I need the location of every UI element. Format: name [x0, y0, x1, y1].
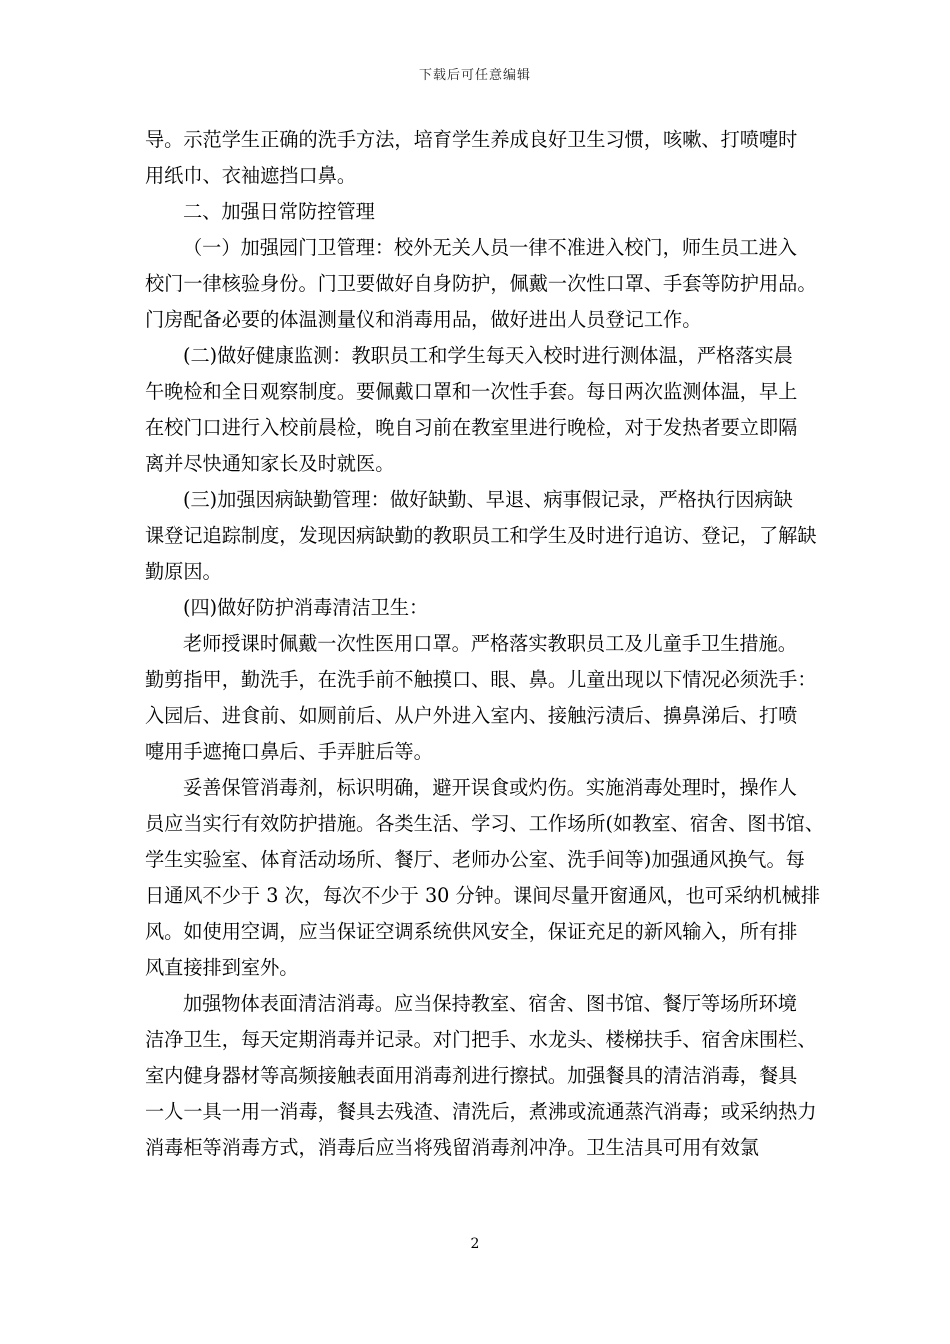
- text-line: (四)做好防护消毒清洁卫生：: [183, 596, 429, 619]
- text-line: 员应当实行有效防护措施。各类生活、学习、工作场所(如教室、宿舍、图书馆、: [145, 812, 825, 835]
- text-line: 风直接排到室外。: [145, 956, 299, 979]
- text-line: 校门一律核验身份。门卫要做好自身防护，佩戴一次性口罩、手套等防护用品。: [145, 272, 817, 295]
- text-line: 在校门口进行入校前晨检，晚自习前在教室里进行晚检，对于发热者要立即隔: [145, 416, 798, 439]
- paragraph: [145, 770, 825, 986]
- text-line: (二)做好健康监测：教职员工和学生每天入校时进行测体温，严格落实晨: [183, 344, 793, 367]
- text-line: 嚏用手遮掩口鼻后、手弄脏后等。: [145, 740, 433, 763]
- text-line: 门房配备必要的体温测量仪和消毒用品，做好进出人员登记工作。: [145, 308, 702, 331]
- paragraph: [145, 230, 817, 338]
- text-line: 课登记追踪制度，发现因病缺勤的教职员工和学生及时进行追访、登记，了解缺: [145, 524, 817, 547]
- text-line: 老师授课时佩戴一次性医用口罩。严格落实教职员工及儿童手卫生措施。: [183, 632, 797, 655]
- text-line: (三)加强因病缺勤管理：做好缺勤、早退、病事假记录，严格执行因病缺: [183, 488, 793, 511]
- text-line: 消毒柜等消毒方式，消毒后应当将残留消毒剂冲净。卫生洁具可用有效氯: [145, 1136, 759, 1159]
- page-number: 2: [470, 1236, 480, 1252]
- text-line: 用纸巾、衣袖遮挡口鼻。: [145, 164, 357, 187]
- text-line: 加强物体表面清洁消毒。应当保持教室、宿舍、图书馆、餐厅等场所环境: [183, 992, 797, 1015]
- paragraph: [145, 986, 817, 1166]
- text-line: 二、加强日常防控管理: [183, 200, 375, 223]
- paragraph: [145, 590, 809, 626]
- page-header: 下载后可任意编辑: [418, 68, 531, 83]
- text-line: 入园后、进食前、如厕前后、从户外进入室内、接触污渍后、擤鼻涕后、打喷: [145, 704, 798, 727]
- text-line: （一）加强园门卫管理：校外无关人员一律不准进入校门，师生员工进入: [183, 236, 797, 259]
- paragraph: [145, 122, 809, 194]
- text-line: 离并尽快通知家长及时就医。: [145, 452, 395, 475]
- text-line: 勤原因。: [145, 560, 222, 583]
- text-line: 一人一具一用一消毒，餐具去残渣、清洗后，煮沸或流通蒸汽消毒；或采纳热力: [145, 1100, 817, 1123]
- paragraph: [145, 194, 809, 230]
- text-line: 勤剪指甲，勤洗手，在洗手前不触摸口、眼、鼻。儿童出现以下情况必须洗手：: [145, 668, 817, 691]
- text-line: 日通风不少于 3 次，每次不少于 30 分钟。课间尽量开窗通风，也可采纳机械排: [145, 884, 821, 907]
- text-line: 学生实验室、体育活动场所、餐厅、老师办公室、洗手间等)加强通风换气。每: [145, 848, 805, 871]
- paragraph: [145, 338, 809, 482]
- text-line: 午晚检和全日观察制度。要佩戴口罩和一次性手套。每日两次监测体温，早上: [145, 380, 798, 403]
- document-body: [145, 122, 825, 1166]
- text-line: 风。如使用空调，应当保证空调系统供风安全，保证充足的新风输入，所有排: [145, 920, 798, 943]
- text-line: 室内健身器材等高频接触表面用消毒剂进行擦拭。加强餐具的清洁消毒，餐具: [145, 1064, 798, 1087]
- paragraph: [145, 482, 817, 590]
- text-line: 洁净卫生，每天定期消毒并记录。对门把手、水龙头、楼梯扶手、宿舍床围栏、: [145, 1028, 817, 1051]
- text-line: 导。示范学生正确的洗手方法，培育学生养成良好卫生习惯，咳嗽、打喷嚏时: [145, 128, 798, 151]
- text-line: 妥善保管消毒剂，标识明确，避开误食或灼伤。实施消毒处理时，操作人: [183, 776, 797, 799]
- paragraph: [145, 626, 817, 770]
